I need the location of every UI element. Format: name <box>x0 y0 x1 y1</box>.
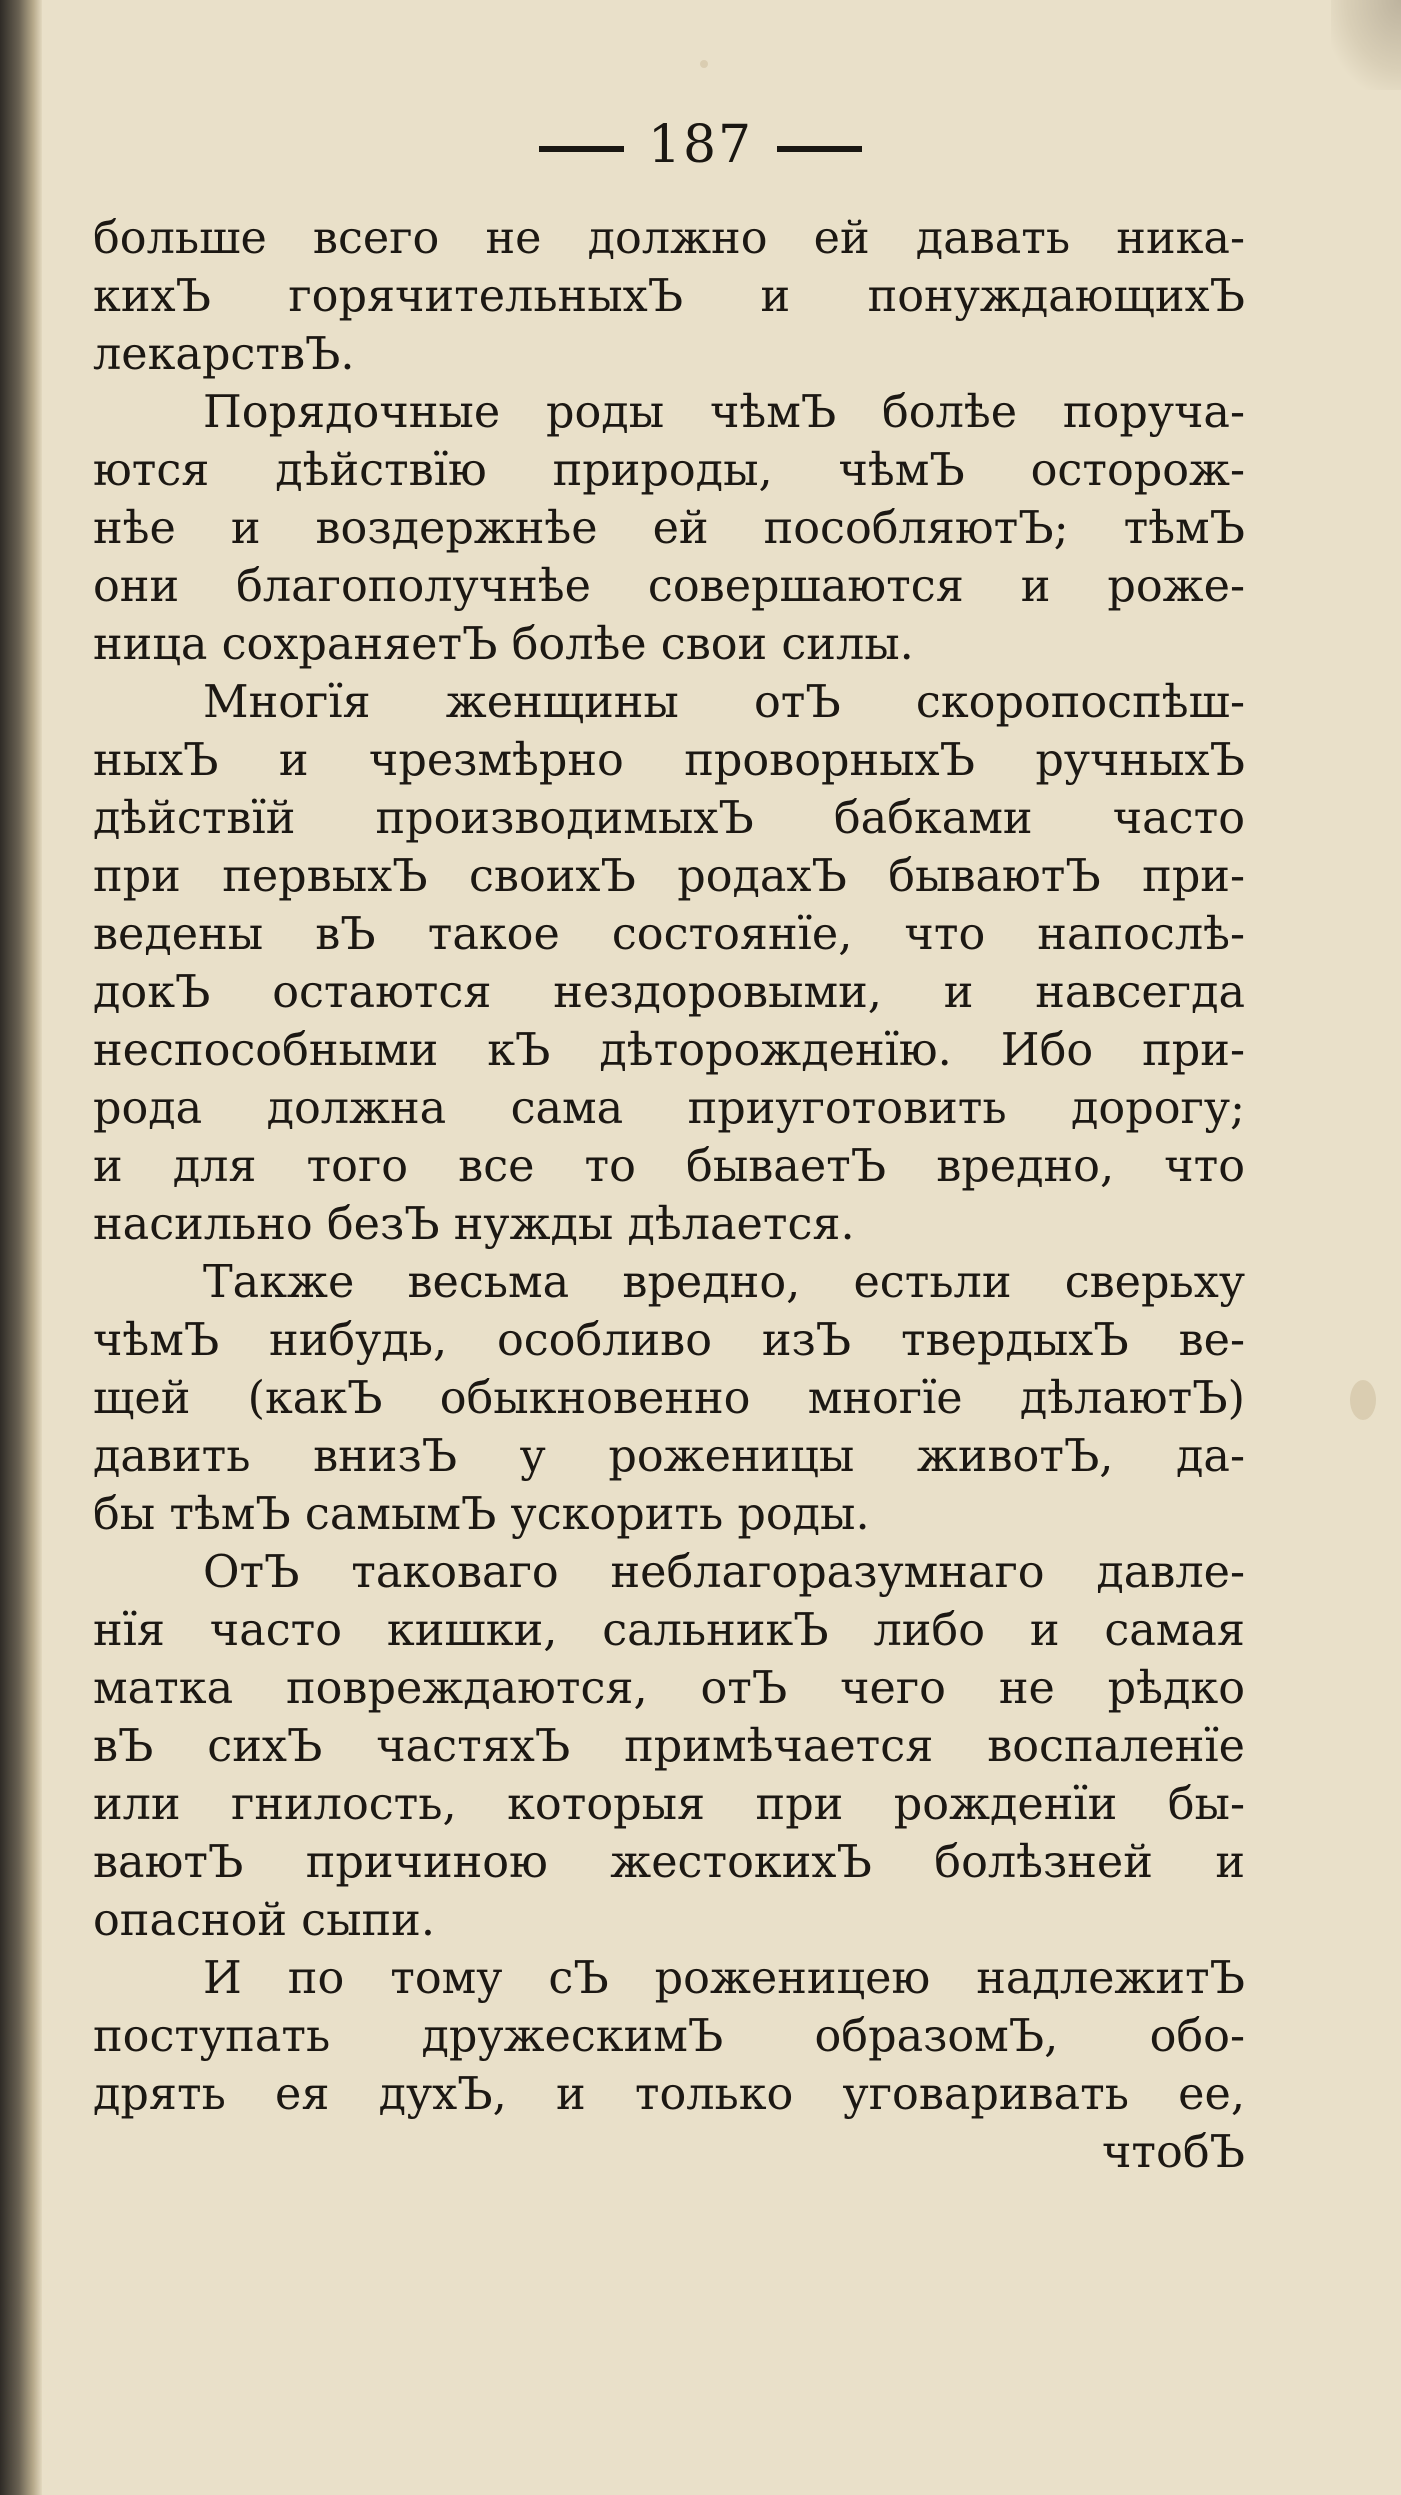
page-number <box>0 115 1401 175</box>
paragraph-3 <box>93 674 1245 1254</box>
text-line: и для того все то бываетЪ вредно, что <box>93 1141 1245 1192</box>
text-line: щей (какЪ обыкновенно многїе дѣлаютЪ) <box>93 1373 1245 1424</box>
paragraph-2 <box>93 384 1245 674</box>
text-line: они благополучнѣе совершаются и роже- <box>93 561 1245 612</box>
paper-stain <box>700 60 708 68</box>
text-line: вЪ сихЪ частяхЪ примѣчается воспаленїе <box>93 1721 1245 1772</box>
page-corner-curl <box>1331 0 1401 90</box>
text-line: лекарствЪ. <box>93 329 355 380</box>
text-line: докЪ остаются нездоровыми, и навсегда <box>93 967 1245 1018</box>
text-line: ваютЪ причиною жестокихЪ болѣзней и <box>93 1837 1245 1888</box>
text-line: дѣйствїй производимыхЪ бабками часто <box>93 793 1245 844</box>
paragraph-4 <box>93 1254 1245 1544</box>
text-line: при первыхЪ своихЪ родахЪ бываютЪ при- <box>93 851 1245 902</box>
text-line: ныхЪ и чрезмѣрно проворныхЪ ручныхЪ <box>93 735 1245 786</box>
text-line: неспособными кЪ дѣторожденїю. Ибо при- <box>93 1025 1245 1076</box>
book-spine-shadow <box>0 0 42 2495</box>
text-line: больше всего не должно ей давать ника- <box>93 213 1245 264</box>
text-line: ница сохраняетЪ болѣе свои силы. <box>93 619 914 670</box>
text-line: матка повреждаются, отЪ чего не рѣдко <box>93 1663 1245 1714</box>
paragraph-6 <box>93 1950 1245 2124</box>
paragraph-1 <box>93 210 1245 384</box>
text-line: давить внизЪ у роженицы животЪ, да- <box>93 1431 1245 1482</box>
text-line: кихЪ горячительныхЪ и понуждающихЪ <box>93 271 1245 322</box>
paragraph-5 <box>93 1544 1245 1950</box>
page-number-dash-right <box>777 146 862 152</box>
text-line: насильно безЪ нужды дѣлается. <box>93 1199 855 1250</box>
text-line: опасной сыпи. <box>93 1895 435 1946</box>
text-line: ОтЪ таковаго неблагоразумнаго давле- <box>203 1547 1245 1598</box>
paper-stain <box>1350 1380 1376 1420</box>
text-line: или гнилость, которыя при рожденїи бы- <box>93 1779 1245 1830</box>
text-line: рода должна сама приуготовить дорогу; <box>93 1083 1245 1134</box>
text-line: нїя часто кишки, сальникЪ либо и самая <box>93 1605 1245 1656</box>
text-line: ются дѣйствїю природы, чѣмЪ осторож- <box>93 445 1245 496</box>
text-line: Также весьма вредно, естьли сверьху <box>203 1257 1245 1308</box>
text-line: бы тѣмЪ самымЪ ускорить роды. <box>93 1489 870 1540</box>
page-number-dash-left <box>539 146 624 152</box>
page-number-value: 187 <box>647 115 754 175</box>
text-line: дрять ея духЪ, и только уговаривать ее, <box>93 2069 1245 2120</box>
text-line: чѣмЪ нибудь, особливо изЪ твердыхЪ ве- <box>93 1315 1245 1366</box>
body-text <box>93 210 1245 2182</box>
text-line: Порядочные роды чѣмЪ болѣе поруча- <box>203 387 1245 438</box>
text-line: нѣе и воздержнѣе ей пособляютЪ; тѣмЪ <box>93 503 1245 554</box>
catchword: чтобЪ <box>1102 2127 1245 2178</box>
text-line: поступать дружескимЪ образомЪ, обо- <box>93 2011 1245 2062</box>
text-line: И по тому сЪ роженицею надлежитЪ <box>203 1953 1245 2004</box>
text-line: Многїя женщины отЪ скоропоспѣш- <box>203 677 1245 728</box>
text-line: ведены вЪ такое состоянїе, что напослѣ- <box>93 909 1245 960</box>
